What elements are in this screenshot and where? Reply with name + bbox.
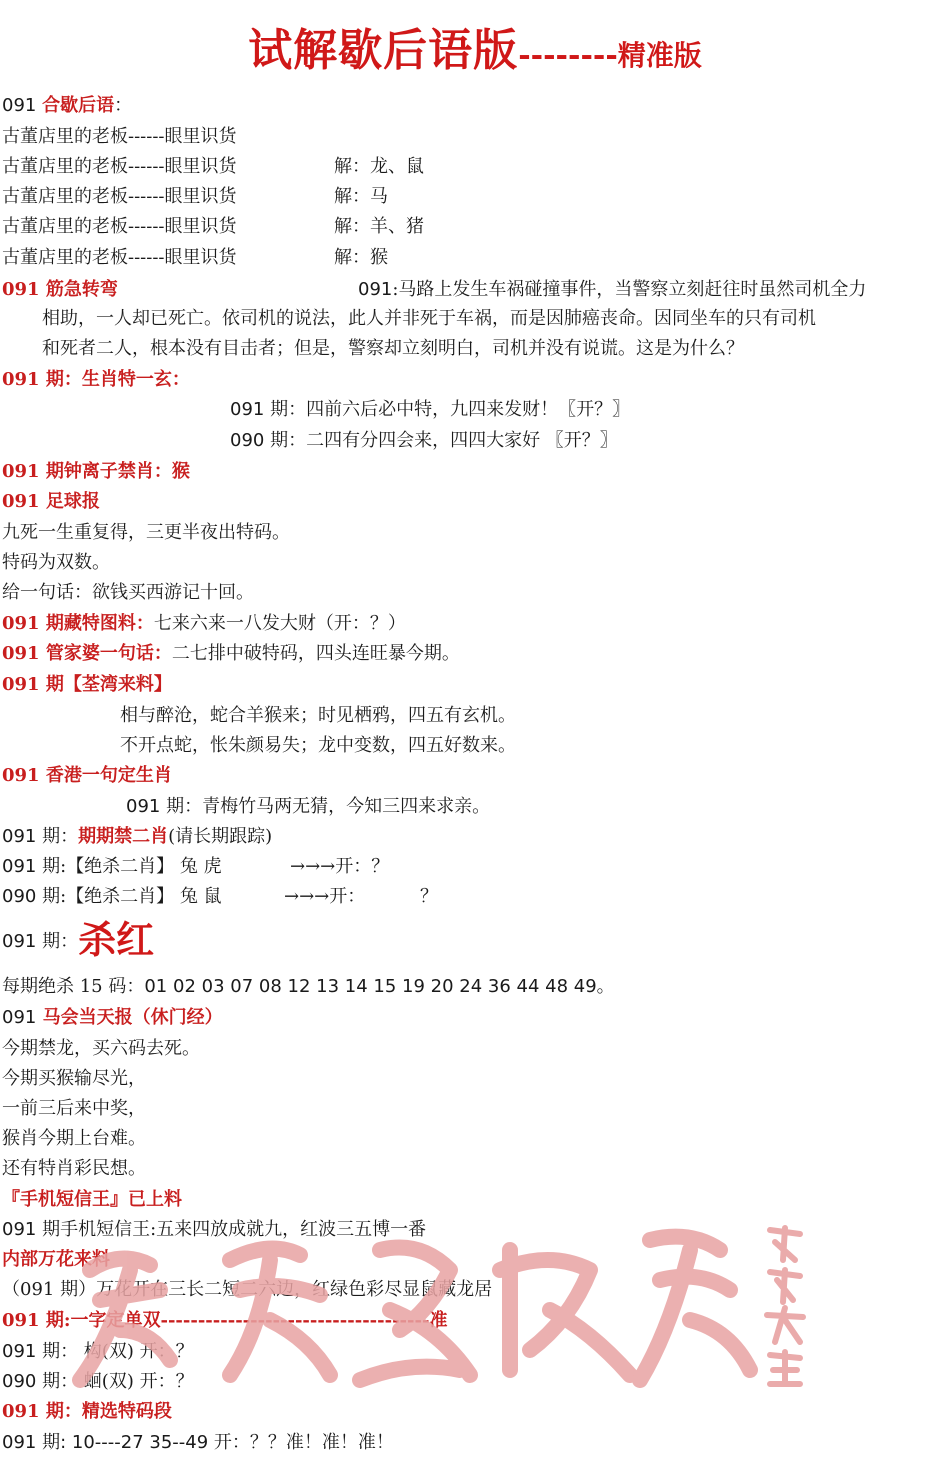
riddle-line (2, 185, 388, 209)
sec10-prefix: 期： (36, 826, 79, 847)
sec3-text: 期：四前六后必中特，九四来发财！〖开？〗 (264, 399, 631, 420)
sec9-heading: 091 香港一句定生肖 (2, 765, 172, 786)
riddle-text: 古董店里的老板------眼里识货 (2, 126, 237, 147)
riddle-line (2, 246, 388, 270)
period-num: 090 (230, 430, 265, 451)
period-num: 091 (2, 1007, 37, 1028)
sec13-heading: 『手机短信王』已上料 (2, 1189, 182, 1210)
sec16-range: 期: 10----27 35--49 (36, 1432, 214, 1453)
sec15-text: 期： 构(双) 开：？ (36, 1341, 194, 1362)
sec1-heading (2, 94, 132, 118)
sec3-line (230, 398, 630, 422)
sec15-dashes: ------------------------------------ (160, 1310, 430, 1331)
sec3-heading: 091 期：生肖特一玄： (2, 369, 190, 390)
sec3-line (230, 429, 618, 453)
sec10-row (2, 885, 438, 909)
sec2-row (2, 278, 867, 302)
sec9-line (126, 795, 490, 819)
sec15-row (2, 1370, 194, 1394)
sec13-text: 期手机短信王:五来四放成就九，红波三五博一番 (36, 1219, 427, 1240)
sec5-line: 给一句话：欲钱买西游记十回。 (2, 582, 254, 603)
title-dash: -------- (518, 38, 618, 73)
sec12-line: 今期禁龙，买六码去死。 (2, 1038, 200, 1059)
period-num: 091 (230, 399, 265, 420)
period-num: 091 (2, 856, 37, 877)
sec10-arrow: →→→开：？ (290, 856, 390, 877)
sec11-prefix: 期： (36, 931, 79, 952)
sec10-arrow: →→→开： (284, 886, 366, 907)
sec3-text: 期：二四有分四会来，四四大家好 〖开？〗 (264, 430, 618, 451)
sec12-line: 一前三后来中奖， (2, 1098, 146, 1119)
sec14-heading: 内部万花来料 (2, 1249, 110, 1270)
sec16-row (2, 1431, 394, 1455)
sec11-codes-row (2, 975, 615, 999)
sec5-line: 九死一生重复得，三更半夜出特码。 (2, 522, 290, 543)
sec14-text: （091 期）万花开在三长二短二六边，红绿色彩尽显鼠藏龙居 (2, 1279, 493, 1300)
riddle-text: 古董店里的老板------眼里识货 (2, 216, 237, 237)
sec8-heading: 091 期【荃湾来料】 (2, 674, 172, 695)
sec10-question: ？ (420, 886, 438, 907)
sec2-question-cont: 相助，一人却已死亡。依司机的说法，此人并非死于车祸，而是因肺癌丧命。因同坐车的只有司机 (42, 308, 816, 329)
sec15-row (2, 1340, 194, 1364)
sec13-row (2, 1218, 426, 1242)
sec2-qnum: 091 (358, 279, 393, 300)
period-num: 091 (126, 796, 161, 817)
sec15-text: 期： 蛔(双) 开：？ (36, 1371, 194, 1392)
period-num: 091 (2, 931, 37, 952)
sec15-tail: 准 (429, 1310, 448, 1331)
sec5-heading: 091 足球报 (2, 491, 100, 512)
period-num: 091 (2, 826, 37, 847)
sec12-line: 今期买猴输尽光， (2, 1068, 146, 1089)
riddle-line (2, 125, 237, 149)
vertical-watermark (755, 1220, 815, 1390)
sec7-row (2, 642, 460, 666)
riddle-text: 古董店里的老板------眼里识货 (2, 156, 237, 177)
riddle-line (2, 215, 424, 239)
period-num: 090 (2, 1371, 37, 1392)
sec4-heading: 091 期钟离子禁肖：猴 (2, 461, 190, 482)
sec7-heading: 091 管家婆一句话： (2, 643, 172, 664)
title-main: 试解歇后语版 (248, 25, 519, 76)
sec12-heading: 马会当天报（休门经） (36, 1007, 223, 1028)
riddle-answer: 解：羊、猪 (334, 216, 424, 237)
sec10-row (2, 855, 390, 879)
sec12-line: 猴肖今期上台难。 (2, 1128, 146, 1149)
sec6-heading: 091 期藏特图料： (2, 613, 154, 634)
riddle-answer: 解：龙、鼠 (334, 156, 424, 177)
sec6-text: 七来六来一八发大财（开：？） (153, 613, 406, 634)
sec1-label: 合歇后语 (42, 95, 115, 116)
codes-label: 每期绝杀 15 码： (2, 976, 145, 997)
page-title (0, 14, 950, 78)
sec8-line: 相与醉沧，蛇合羊猴来；时见栖鸦，四五有玄机。 (120, 705, 516, 726)
period-num: 090 (2, 886, 37, 907)
sec2-heading: 091 筋急转弯 (2, 279, 118, 300)
sec15-heading-row (2, 1309, 447, 1333)
sec10-text: 期:【绝杀二肖】 兔 虎 (36, 856, 222, 877)
sec16-heading: 091 期：精选特码段 (2, 1401, 172, 1422)
sec10-heading-row (2, 825, 272, 849)
codes-list: 01 02 03 07 08 12 13 14 15 19 20 24 36 44 48 49。 (144, 976, 615, 997)
period-num: 091 (2, 1219, 37, 1240)
period-num: 091 (2, 1341, 37, 1362)
sec11-heading-row (2, 917, 155, 962)
sec2-question: :马路上发生车祸碰撞事件，当警察立刻赶往时虽然司机全力 (392, 279, 867, 300)
riddle-answer: 解：马 (334, 186, 388, 207)
title-sub: 精准版 (617, 39, 702, 72)
sec8-line: 不开点蛇，怅朱颜易失；龙中变数，四五好数来。 (120, 735, 516, 756)
sec16-tail: 开：？？准！准！准！ (213, 1432, 394, 1453)
sec15-heading: 091 期:一字定单双 (2, 1310, 161, 1331)
riddle-text: 古董店里的老板------眼里识货 (2, 186, 237, 207)
sec6-row (2, 612, 406, 636)
sec1-num: 091 (2, 95, 37, 116)
sec12-heading-row (2, 1006, 223, 1030)
sec10-text: 期:【绝杀二肖】 兔 鼠 (36, 886, 222, 907)
sec5-line: 特码为双数。 (2, 552, 110, 573)
sec12-line: 还有特肖彩民想。 (2, 1158, 146, 1179)
sec11-big-title: 杀红 (78, 917, 155, 962)
sec7-text: 二七排中破特码，四头连旺暴今期。 (171, 643, 460, 664)
sec1-colon: ： (114, 95, 133, 116)
sec10-note: (请长期跟踪) (168, 826, 273, 847)
riddle-answer: 解：猴 (334, 247, 388, 268)
riddle-text: 古董店里的老板------眼里识货 (2, 247, 237, 268)
sec2-question-cont: 和死者二人，根本没有目击者；但是，警察却立刻明白，司机并没有说谎。这是为什么？ (42, 338, 744, 359)
period-num: 091 (2, 1432, 37, 1453)
sec10-heading: 期期禁二肖 (78, 826, 169, 847)
sec9-text: 期：青梅竹马两无猜，今知三四来求亲。 (160, 796, 491, 817)
riddle-line (2, 155, 424, 179)
